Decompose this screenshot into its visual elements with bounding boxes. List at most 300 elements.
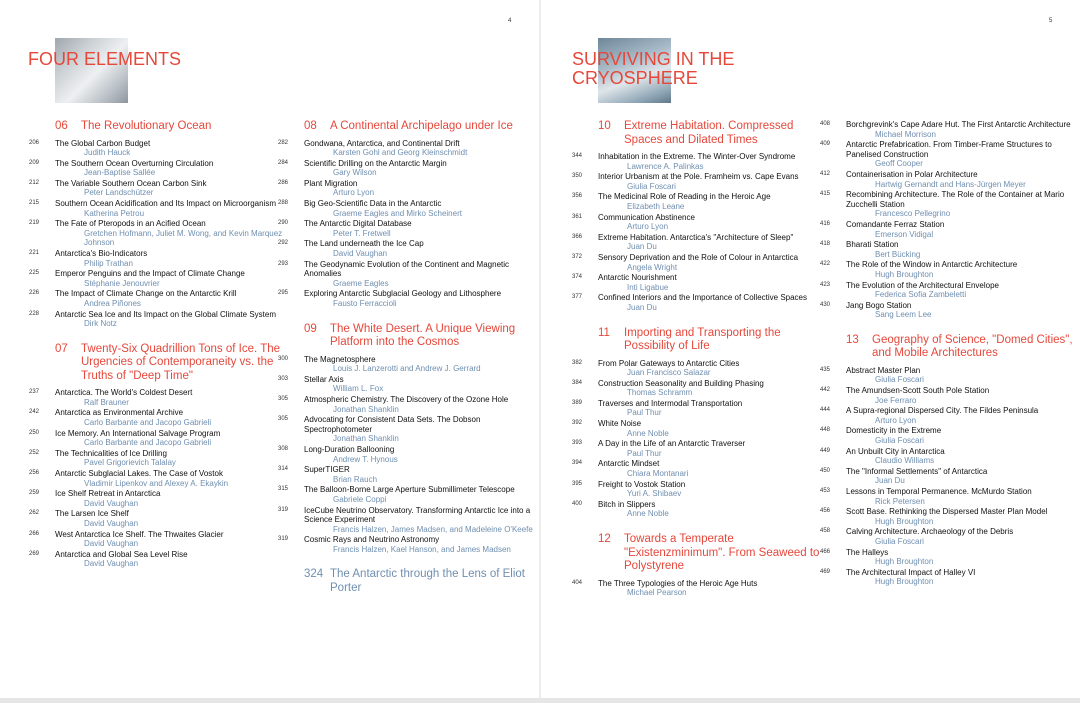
- toc-entry[interactable]: [278, 239, 534, 259]
- toc-entry[interactable]: [572, 439, 828, 458]
- entry-author: Giulia Foscari: [875, 436, 924, 446]
- entry-author: Rick Petersen: [875, 496, 925, 506]
- entry-list: [820, 120, 1076, 320]
- entry-title: Recombining Architecture. The Role of the Container at Mario Zucchelli Station: [846, 190, 1065, 209]
- entry-title: Extreme Habitation. Antarctica's "Architecture of Sleep": [598, 232, 794, 242]
- section-title: The Antarctic through the Lens of Eliot Porter: [330, 568, 525, 594]
- entry-page-number: 466: [820, 548, 831, 555]
- left-page: [0, 0, 539, 698]
- section-heading[interactable]: [598, 327, 828, 354]
- toc-entry[interactable]: [820, 446, 1076, 466]
- entry-author: David Vaughan: [84, 498, 139, 508]
- toc-entry[interactable]: [29, 309, 285, 329]
- section-title: The Revolutionary Ocean: [81, 120, 212, 132]
- entry-author: Thomas Schramm: [627, 388, 693, 398]
- entry-author: Anne Noble: [627, 428, 669, 438]
- entry-author: Andrew T. Hynous: [333, 454, 398, 464]
- entry-author: Giulia Foscari: [875, 375, 924, 385]
- entry-page-number: 305: [278, 395, 289, 402]
- toc-entry[interactable]: [572, 479, 828, 499]
- toc-entry[interactable]: [278, 354, 534, 374]
- toc-entry[interactable]: [278, 158, 534, 178]
- section-number: 12: [598, 533, 611, 545]
- entry-author: Bert Bücking: [875, 249, 921, 259]
- toc-entry[interactable]: [820, 240, 1076, 259]
- toc-entry[interactable]: [820, 386, 1076, 405]
- toc-entry[interactable]: [572, 459, 828, 479]
- entry-page-number: 266: [29, 530, 40, 537]
- entry-page-number: 250: [29, 429, 40, 436]
- entry-author: Giulia Foscari: [627, 181, 676, 191]
- toc-entry[interactable]: [572, 358, 828, 378]
- entry-page-number: 300: [278, 355, 289, 362]
- toc-entry[interactable]: [278, 485, 534, 504]
- entry-title: The Halleys: [846, 547, 889, 557]
- entry-page-number: 395: [572, 480, 583, 487]
- entry-author: Paul Thur: [627, 408, 662, 418]
- entry-title: Scientific Drilling on the Antarctic Margin: [304, 158, 447, 168]
- toc-entry[interactable]: [572, 273, 828, 292]
- toc-entry[interactable]: [820, 507, 1076, 526]
- entry-author: Yuri A. Shibaev: [627, 489, 682, 499]
- entry-title: The Southern Ocean Overturning Circulation: [55, 158, 214, 168]
- entry-author: Juan Du: [627, 302, 657, 312]
- entry-page-number: 389: [572, 399, 583, 406]
- toc-entry[interactable]: [820, 487, 1076, 506]
- entry-page-number: 416: [820, 220, 831, 227]
- toc-entry[interactable]: [29, 489, 285, 508]
- entry-title: Interior Urbanism at the Pole. Framheim vs. Cape Evans: [598, 172, 799, 182]
- entry-title: Bharati Station: [846, 240, 899, 250]
- entry-title: Emperor Penguins and the Impact of Climate Change: [55, 269, 245, 279]
- entry-author: Anne Noble: [627, 509, 669, 519]
- entry-title: Comandante Ferraz Station: [846, 219, 945, 229]
- entry-author: Vladimir Lipenkov and Alexey A. Ekaykin: [84, 478, 229, 488]
- bottom-edge: [0, 698, 1080, 703]
- toc-entry[interactable]: [820, 567, 1076, 587]
- toc-entry[interactable]: [278, 535, 534, 554]
- entry-title: Stellar Axis: [304, 374, 344, 384]
- entry-author: Dirk Notz: [84, 319, 117, 329]
- entry-title: Construction Seasonality and Building Phasing: [598, 378, 764, 388]
- section-title: Geography of Science, "Domed Cities", and Mobile Architectures: [872, 333, 1073, 360]
- entry-page-number: 269: [29, 550, 40, 557]
- entry-author: Hugh Broughton: [875, 516, 934, 526]
- toc-entry[interactable]: [29, 138, 285, 158]
- toc-entry[interactable]: [572, 172, 828, 191]
- entry-page-number: 382: [572, 359, 583, 366]
- section-title: The White Desert. A Unique Viewing Platform into the Cosmos: [330, 322, 516, 349]
- toc-entry[interactable]: [820, 190, 1076, 219]
- entry-title: The Architectural Impact of Halley VI: [846, 567, 976, 577]
- toc-entry[interactable]: [820, 426, 1076, 446]
- entry-page-number: 404: [572, 579, 583, 586]
- entry-author: Peter T. Fretwell: [333, 228, 391, 238]
- section-heading[interactable]: [598, 120, 828, 147]
- entry-title: Confined Interiors and the Importance of Collective Spaces: [598, 293, 808, 303]
- entry-title: Antarctic Prefabrication. From Timber-Frame Structures to Panelised Construction: [846, 140, 1052, 159]
- entry-title: The Fate of Pteropods in an Acified Ocean: [55, 219, 206, 229]
- entry-page-number: 422: [820, 261, 831, 268]
- entry-author: Michael Morrison: [875, 129, 936, 139]
- entry-page-number: 252: [29, 449, 40, 456]
- entry-title: From Polar Gateways to Antarctic Cities: [598, 358, 740, 368]
- entry-page-number: 418: [820, 241, 831, 248]
- toc-entry[interactable]: [278, 199, 534, 218]
- entry-author: David Vaughan: [333, 249, 388, 259]
- section-title: Towards a Temperate "Existenzminimum". From Seaweed to Polystyrene: [624, 533, 820, 572]
- toc-entry[interactable]: [278, 219, 534, 238]
- entry-title: Domesticity in the Extreme: [846, 426, 942, 436]
- entry-page-number: 444: [820, 407, 831, 414]
- entry-page-number: 256: [29, 470, 40, 477]
- entry-page-number: 453: [820, 488, 831, 494]
- toc-entry[interactable]: [820, 365, 1076, 385]
- entry-list: [29, 138, 285, 329]
- entry-page-number: 469: [820, 568, 831, 575]
- entry-title: Exploring Antarctic Subglacial Geology and Lithosphere: [304, 289, 502, 299]
- entry-author: Peter Landschützer: [84, 188, 154, 198]
- toc-entry[interactable]: [820, 406, 1076, 425]
- entry-page-number: 215: [29, 200, 40, 207]
- entry-page-number: 315: [278, 486, 289, 493]
- entry-title: Jang Bogo Station: [846, 300, 912, 310]
- toc-entry[interactable]: [820, 169, 1076, 189]
- entry-author: Ralf Brauner: [84, 397, 129, 407]
- toc-entry[interactable]: [572, 192, 828, 211]
- entry-author: Geoff Cooper: [875, 159, 923, 169]
- entry-author: Juan Francisco Salazar: [627, 368, 711, 378]
- entry-title: Antarctica's Bio-Indicators: [55, 249, 148, 259]
- entry-title: Bitch in Slippers: [598, 499, 656, 509]
- toc-entry[interactable]: [820, 120, 1076, 139]
- entry-page-number: 430: [820, 301, 831, 308]
- entry-title: The Variable Southern Ocean Carbon Sink: [55, 178, 207, 188]
- entry-page-number: 456: [820, 508, 831, 515]
- entry-author: Carlo Barbante and Jacopo Gabrieli: [84, 438, 212, 448]
- section-heading[interactable]: [846, 334, 1076, 361]
- entry-author: Michael Pearson: [627, 588, 687, 598]
- entry-page-number: 384: [572, 379, 583, 386]
- entry-author: Judith Hauck: [84, 148, 131, 158]
- entry-title: The Impact of Climate Change on the Antarctic Krill: [55, 289, 237, 299]
- entry-page-number: 442: [820, 387, 831, 394]
- toc-entry[interactable]: [29, 289, 285, 308]
- entry-page-number: 361: [572, 213, 583, 220]
- section-number: 06: [55, 120, 68, 132]
- toc-entry[interactable]: [572, 293, 828, 312]
- entry-title: An Unbuilt City in Antarctica: [846, 446, 945, 456]
- entry-title: The Medicinal Role of Reading in the Heroic Age: [598, 192, 771, 202]
- entry-author: Gabriele Coppi: [333, 494, 387, 504]
- toc-entry[interactable]: [820, 527, 1076, 546]
- entry-author: Carlo Barbante and Jacopo Gabrieli: [84, 418, 212, 428]
- entry-title: The Antarctic Digital Database: [304, 219, 412, 229]
- section-heading[interactable]: [304, 568, 534, 595]
- entry-author: Claudio Williams: [875, 456, 935, 466]
- toc-entry[interactable]: [29, 549, 285, 569]
- entry-page-number: 242: [29, 409, 40, 416]
- entry-title: Freight to Vostok Station: [598, 479, 686, 489]
- section-heading[interactable]: [55, 343, 285, 384]
- entry-title: The Amundsen-Scott South Pole Station: [846, 386, 990, 396]
- entry-page-number: 423: [820, 281, 831, 288]
- entry-page-number: 415: [820, 191, 831, 198]
- page-number: 4: [508, 18, 512, 24]
- entry-author: Juan Du: [875, 476, 905, 486]
- toc-entry[interactable]: [29, 178, 285, 198]
- entry-title: The Magnetosphere: [304, 354, 376, 364]
- entry-title: Gondwana, Antarctica, and Continental Drift: [304, 138, 460, 148]
- section-heading[interactable]: [304, 120, 534, 134]
- entry-author: Juan Du: [627, 242, 657, 252]
- entry-author: Hartwig Gernandt and Hans-Jürgen Meyer: [875, 179, 1026, 189]
- entry-title: Lessons in Temporal Permanence. McMurdo Station: [846, 487, 1032, 496]
- entry-page-number: 288: [278, 200, 289, 207]
- entry-title: Sensory Deprivation and the Role of Colour in Antarctica: [598, 252, 799, 262]
- toc-entry[interactable]: [278, 505, 534, 535]
- entry-author: Federica Sofia Zambeletti: [875, 290, 967, 300]
- part-title: FOUR ELEMENTS: [28, 49, 182, 69]
- toc-entry[interactable]: [29, 199, 285, 218]
- page-number: 5: [1049, 18, 1053, 24]
- entry-title: The Technicalities of Ice Drilling: [55, 448, 167, 458]
- entry-author: William L. Fox: [333, 384, 384, 394]
- entry-title: Inhabitation in the Extreme. The Winter-Over Syndrome: [598, 152, 796, 161]
- section-number: 11: [598, 326, 610, 339]
- entry-page-number: 221: [29, 250, 40, 257]
- entry-list: [572, 578, 828, 598]
- entry-page-number: 393: [572, 440, 583, 447]
- entry-page-number: 262: [29, 510, 40, 517]
- entry-author: Francis Halzen, James Madsen, and Madeleine O'Keefe: [333, 524, 533, 534]
- entry-title: West Antarctica Ice Shelf. The Thwaites Glacier: [55, 529, 224, 539]
- entry-author: Fausto Ferraccioli: [333, 299, 397, 308]
- entry-page-number: 292: [278, 240, 289, 247]
- entry-author: Louis J. Lanzerotti and Andrew J. Gerrard: [333, 364, 481, 374]
- entry-title: Advocating for Consistent Data Sets. The Dobson Spectrophotometer: [304, 415, 481, 434]
- toc-entry[interactable]: [278, 374, 534, 394]
- entry-title: The Geodynamic Evolution of the Continent and Magnetic Anomalies: [304, 259, 510, 279]
- entry-page-number: 319: [278, 536, 289, 543]
- entry-author: Graeme Eagles: [333, 278, 389, 288]
- toc-entry[interactable]: [278, 465, 534, 484]
- entry-page-number: 435: [820, 366, 831, 373]
- entry-page-number: 295: [278, 290, 289, 297]
- entry-list: [820, 365, 1076, 587]
- toc-entry[interactable]: [572, 378, 828, 398]
- entry-page-number: 305: [278, 416, 289, 423]
- entry-title: Borchgrevink's Cape Adare Hut. The First Antarctic Architecture: [846, 120, 1071, 129]
- entry-title: A Day in the Life of an Antarctic Traverser: [598, 439, 746, 449]
- entry-author: Pavel Grigorievich Talalay: [84, 458, 176, 468]
- toc-entry[interactable]: [820, 260, 1076, 279]
- entry-title: Calving Architecture. Archaeology of the Debris: [846, 527, 1014, 537]
- entry-author: Arturo Lyon: [627, 222, 669, 232]
- entry-title: Containerisation in Polar Architecture: [846, 169, 978, 179]
- toc-entry[interactable]: [29, 408, 285, 428]
- entry-author: David Vaughan: [84, 519, 139, 528]
- entry-title: Southern Ocean Acidification and Its Impact on Microorganism: [55, 199, 276, 209]
- entry-title: The Evolution of the Architectural Envelope: [846, 280, 999, 290]
- entry-title: Antarctic Mindset: [598, 459, 660, 469]
- section-number: 10: [598, 120, 611, 132]
- entry-author: Elizabeth Leane: [627, 201, 685, 211]
- toc-entry[interactable]: [29, 428, 285, 448]
- entry-page-number: 409: [820, 141, 831, 148]
- entry-author: Jonathan Shanklin: [333, 404, 399, 414]
- entry-author: Sang Leem Lee: [875, 310, 932, 320]
- section-number: 07: [55, 342, 68, 355]
- entry-page-number: 209: [29, 159, 40, 166]
- entry-list: [278, 138, 534, 309]
- toc-entry[interactable]: [572, 419, 828, 438]
- toc-entry[interactable]: [820, 280, 1076, 300]
- toc-entry[interactable]: [278, 289, 534, 308]
- entry-author: David Vaughan: [84, 559, 139, 569]
- toc-column: [820, 120, 1076, 601]
- entry-title: Abstract Master Plan: [846, 365, 921, 375]
- entry-page-number: 237: [29, 389, 40, 396]
- entry-page-number: 259: [29, 490, 40, 497]
- entry-author: Stéphanie Jenouvrier: [84, 278, 160, 288]
- entry-title: Antarctic Sea Ice and Its Impact on the Global Climate System: [55, 309, 276, 319]
- toc-entry[interactable]: [278, 415, 534, 444]
- toc-entry[interactable]: [278, 444, 534, 464]
- toc-entry[interactable]: [278, 259, 534, 289]
- section-number: 13: [846, 333, 859, 346]
- entry-title: The Larsen Ice Shelf: [55, 509, 129, 519]
- entry-page-number: 219: [29, 220, 40, 227]
- toc-entry[interactable]: [278, 138, 534, 158]
- entry-author: Karsten Gohl and Georg Kleinschmidt: [333, 148, 468, 158]
- toc-entry[interactable]: [572, 152, 828, 171]
- entry-author: Arturo Lyon: [333, 188, 375, 198]
- entry-page-number: 412: [820, 170, 831, 177]
- toc-entry[interactable]: [572, 232, 828, 252]
- entry-page-number: 293: [278, 260, 289, 267]
- section-title: Importing and Transporting the Possibility of Life: [624, 326, 781, 352]
- entry-title: The Role of the Window in Antarctic Architecture: [846, 260, 1018, 270]
- entry-page-number: 392: [572, 420, 583, 427]
- entry-author: Francesco Pellegrino: [875, 209, 951, 219]
- entry-author: Gretchen Hofmann, Juliet M. Wong, and Kevin Marquez Johnson: [84, 228, 283, 248]
- entry-author: Philip Trathan: [84, 258, 133, 268]
- entry-author: Jonathan Shanklin: [333, 434, 399, 444]
- entry-title: Atmospheric Chemistry. The Discovery of the Ozone Hole: [304, 394, 509, 404]
- entry-page-number: 377: [572, 294, 583, 301]
- entry-page-number: 206: [29, 139, 40, 146]
- section-heading[interactable]: [55, 120, 285, 134]
- entry-title: Cosmic Rays and Neutrino Astronomy: [304, 535, 440, 545]
- entry-author: Graeme Eagles and Mirko Scheinert: [333, 208, 462, 218]
- toc-entry[interactable]: [572, 499, 828, 519]
- toc-entry[interactable]: [29, 448, 285, 468]
- section-number: 08: [304, 120, 317, 132]
- entry-title: Antarctica. The World's Coldest Desert: [55, 388, 193, 398]
- toc-entry[interactable]: [29, 509, 285, 528]
- entry-author: Inti Ligabue: [627, 282, 669, 292]
- entry-page-number: 290: [278, 220, 289, 227]
- section-number: 09: [304, 322, 317, 335]
- entry-title: Ice Memory. An International Salvage Program: [55, 428, 221, 438]
- entry-title: Scott Base. Rethinking the Dispersed Master Plan Model: [846, 507, 1048, 517]
- entry-page-number: 394: [572, 460, 583, 467]
- entry-page-number: 458: [820, 528, 831, 535]
- section-title: Twenty-Six Quadrillion Tons of Ice. The Urgencies of Contemporaneity vs. the Truths of "Deep Time": [81, 342, 281, 382]
- section-heading[interactable]: [598, 533, 828, 574]
- entry-author: Hugh Broughton: [875, 577, 934, 587]
- entry-author: Gary Wilson: [333, 168, 377, 178]
- entry-page-number: 228: [29, 310, 40, 317]
- entry-list: [29, 388, 285, 569]
- toc-entry[interactable]: [278, 394, 534, 414]
- entry-page-number: 226: [29, 290, 40, 297]
- toc-entry[interactable]: [572, 398, 828, 418]
- toc-entry[interactable]: [29, 249, 285, 268]
- entry-author: Angela Wright: [627, 262, 678, 272]
- entry-title: Antarctic Nourishment: [598, 273, 677, 283]
- toc-entry[interactable]: [572, 252, 828, 272]
- toc-entry[interactable]: [29, 219, 285, 248]
- entry-title: The Global Carbon Budget: [55, 138, 151, 148]
- entry-page-number: 450: [820, 467, 831, 474]
- entry-page-number: 284: [278, 159, 289, 166]
- toc-entry[interactable]: [820, 140, 1076, 169]
- entry-author: Brian Rauch: [333, 474, 378, 484]
- toc-entry[interactable]: [29, 469, 285, 488]
- entry-title: Plant Migration: [304, 178, 358, 188]
- entry-title: SuperTIGER: [304, 465, 350, 475]
- entry-page-number: 372: [572, 253, 583, 260]
- toc-entry[interactable]: [572, 212, 828, 232]
- entry-author: Hugh Broughton: [875, 557, 934, 567]
- section-heading[interactable]: [304, 323, 534, 350]
- toc-entry[interactable]: [820, 219, 1076, 239]
- toc-entry[interactable]: [278, 178, 534, 198]
- entry-page-number: 282: [278, 139, 289, 146]
- toc-entry[interactable]: [29, 269, 285, 288]
- entry-author: David Vaughan: [84, 539, 139, 549]
- entry-page-number: 319: [278, 506, 289, 513]
- entry-list: [572, 358, 828, 520]
- toc-entry[interactable]: [820, 466, 1076, 486]
- entry-page-number: 400: [572, 500, 583, 507]
- entry-page-number: 314: [278, 466, 289, 473]
- part-header-image-ice: [55, 38, 128, 103]
- toc-entry[interactable]: [820, 547, 1076, 567]
- entry-author: Emerson Vidigal: [875, 229, 934, 239]
- entry-title: Antarctica and Global Sea Level Rise: [55, 549, 188, 559]
- entry-author: Chiara Montanari: [627, 469, 689, 479]
- entry-page-number: 366: [572, 233, 583, 240]
- toc-entry[interactable]: [820, 300, 1076, 320]
- entry-title: Big Geo-Scientific Data in the Antarctic: [304, 199, 442, 209]
- entry-title: The "Informal Settlements" of Antarctica: [846, 466, 988, 476]
- entry-title: Communication Abstinence: [598, 212, 695, 222]
- entry-page-number: 286: [278, 179, 289, 186]
- section-title: A Continental Archipelago under Ice: [330, 120, 513, 132]
- entry-page-number: 308: [278, 445, 289, 452]
- toc-entry[interactable]: [29, 529, 285, 549]
- toc-column: [572, 120, 828, 612]
- toc-entry[interactable]: [29, 158, 285, 178]
- entry-title: Long-Duration Ballooning: [304, 444, 395, 454]
- entry-author: Paul Thur: [627, 448, 662, 458]
- entry-title: Antarctica as Environmental Archive: [55, 408, 184, 418]
- toc-entry[interactable]: [572, 578, 828, 598]
- toc-entry[interactable]: [29, 388, 285, 407]
